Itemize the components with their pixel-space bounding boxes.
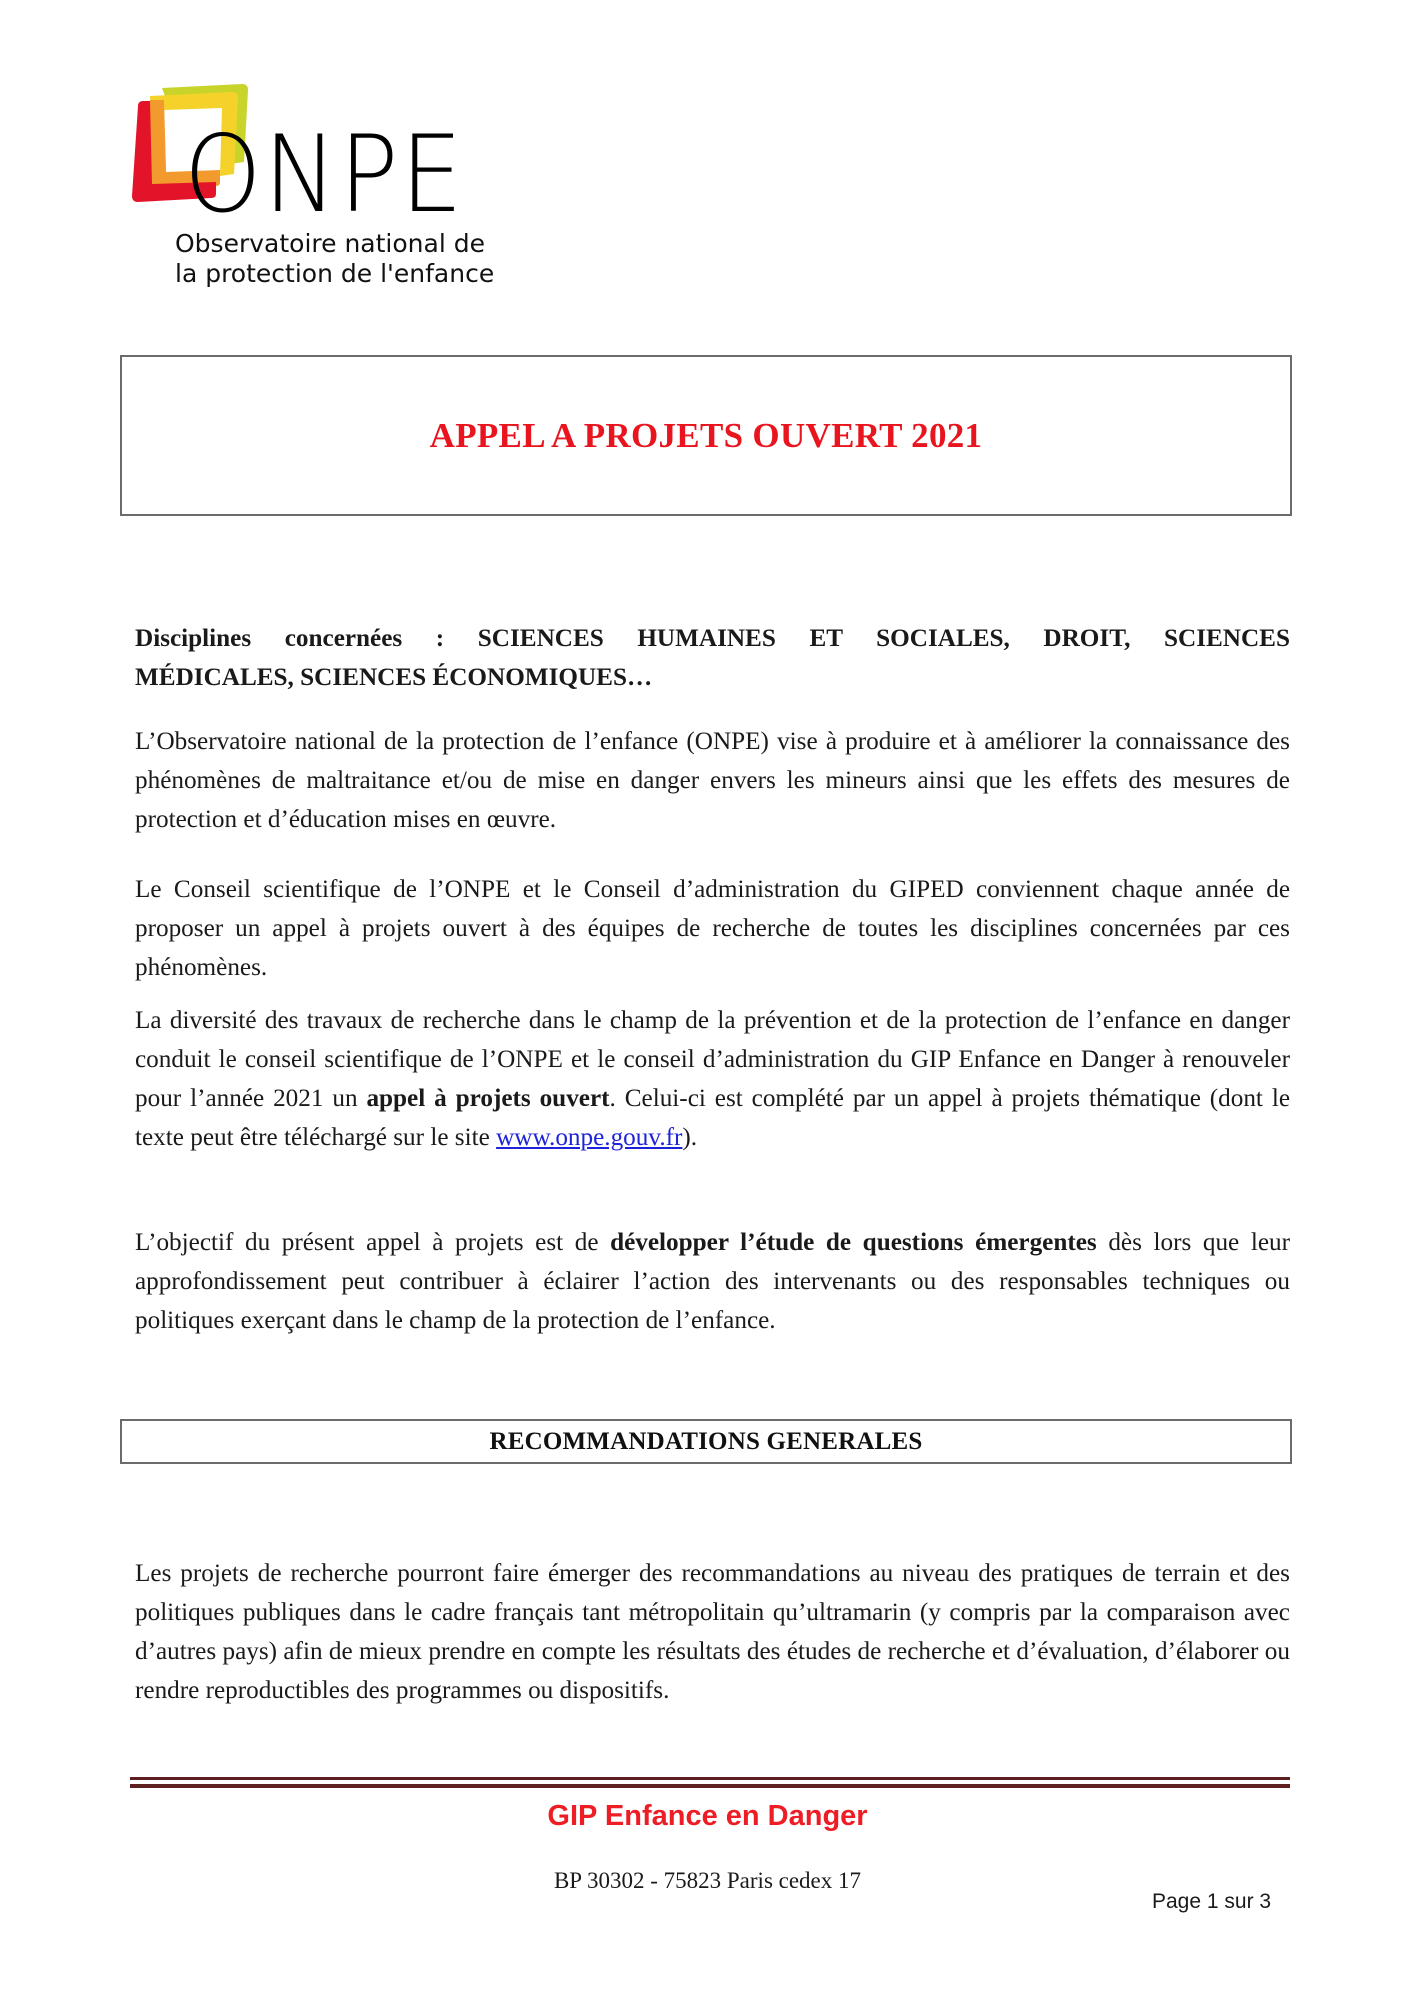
page-title: APPEL A PROJETS OUVERT 2021 — [429, 415, 983, 455]
paragraph-text: Les projets de recherche pourront faire émerger des recommandations au niveau des pratiques de terrain et des politiques publiques dans le cadre français tant métropolitain qu’ultramarin (y compris par la comparaison avec d’autres pays) afin de mieux prendre en compte les résultats des études de recherche et d’évaluation, d’élaborer ou rendre reproductibles des programmes ou dispositifs. — [135, 1560, 1290, 1704]
logo-subtitle-line1: Observatoire national de — [175, 229, 485, 258]
paragraph-recommandations — [135, 1554, 1290, 1710]
onpe-website-link[interactable]: www.onpe.gouv.fr — [496, 1124, 683, 1151]
disciplines-block — [135, 619, 1290, 697]
paragraph-diversite — [135, 1001, 1290, 1157]
footer-divider-thick — [130, 1784, 1290, 1788]
paragraph-text: . Celui-ci est complété par un appel à projets thématique (dont le texte peut être téléchargé sur le site — [135, 1085, 1291, 1151]
logo-wordmark: ONPE — [184, 113, 465, 236]
footer-divider-thin — [130, 1777, 1290, 1780]
paragraph-emphasis: développer l’étude de questions émergentes — [610, 1229, 1097, 1256]
title-box — [120, 355, 1292, 516]
footer-organization: GIP Enfance en Danger — [547, 1800, 868, 1832]
paragraph-text: L’Observatoire national de la protection de l’enfance (ONPE) vise à produire et à améliorer la connaissance des phénomènes de maltraitance et/ou de mise en danger envers les mineurs ainsi que les effets des mesures de protection et d’éducation mises en œuvre. — [135, 728, 1290, 833]
paragraph-text: La diversité des travaux de recherche dans le champ de la prévention et de la protection de l’enfance en danger conduit le conseil scientifique de l’ONPE et le conseil d’administration du GIP Enfance en Danger à renouveler pour l’année 2021 un — [135, 1007, 1290, 1112]
disciplines-value-line1: SCIENCES HUMAINES ET SOCIALES, DROIT, SCIENCES — [477, 625, 1290, 652]
footer-address: BP 30302 - 75823 Paris cedex 17 — [553, 1868, 862, 1893]
paragraph-text: Le Conseil scientifique de l’ONPE et le Conseil d’administration du GIPED conviennent chaque année de proposer un appel à projets ouvert à des équipes de recherche de toutes les disciplines concernées par ces phénomènes. — [135, 876, 1290, 981]
page-number: Page 1 sur 3 — [1152, 1890, 1272, 1913]
onpe-logo — [120, 70, 540, 310]
paragraph-text: dès lors que leur approfondissement peut contribuer à éclairer l’action des intervenants ou des responsables techniques ou politiques exerçant dans le champ de la protection de l’enfance. — [135, 1229, 1290, 1334]
paragraph-emphasis: appel à projets ouvert — [366, 1085, 610, 1112]
section-heading-box — [120, 1419, 1292, 1464]
section-heading: RECOMMANDATIONS GENERALES — [489, 1427, 923, 1455]
paragraph-conseil — [135, 870, 1290, 987]
paragraph-objectif — [135, 1223, 1290, 1340]
disciplines-value-line2: MÉDICALES, SCIENCES ÉCONOMIQUES… — [135, 664, 653, 691]
paragraph-text: L’objectif du présent appel à projets est de — [135, 1229, 611, 1256]
disciplines-label: Disciplines concernées : — [135, 625, 445, 652]
paragraph-text: ). — [682, 1124, 698, 1151]
paragraph-intro — [135, 722, 1290, 839]
logo-subtitle-line2: la protection de l'enfance — [175, 259, 495, 288]
